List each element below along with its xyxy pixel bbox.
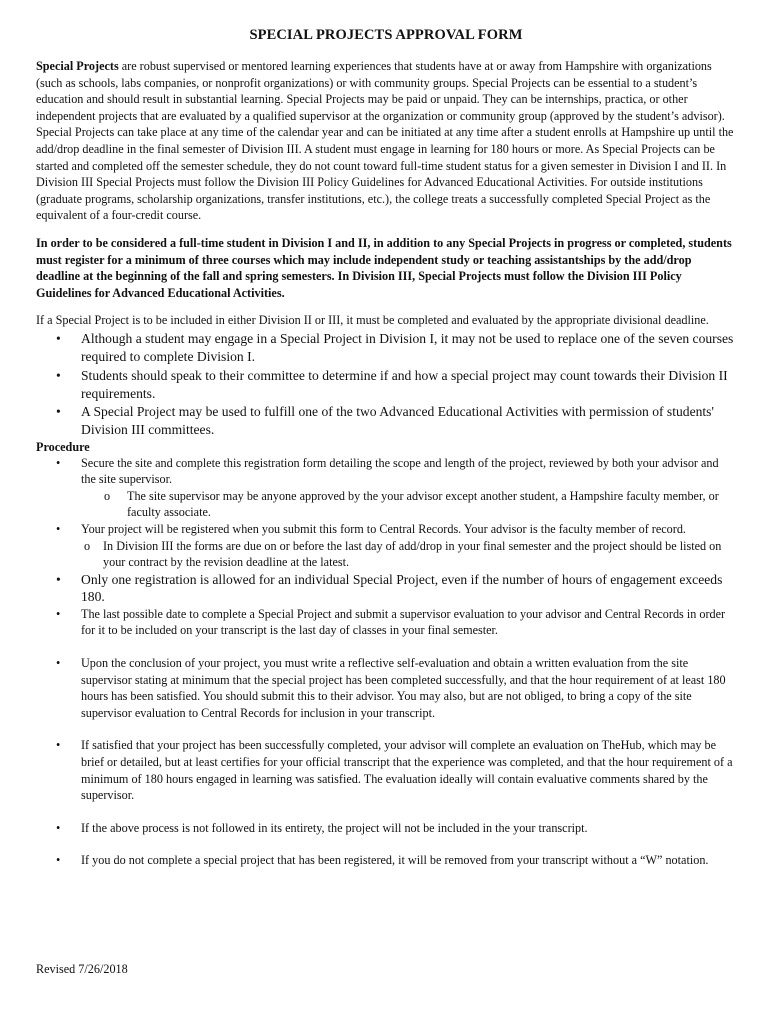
procedure-item-text: If you do not complete a special project that has been registered, it will be removed from your transcript without a “W” notation. — [81, 853, 709, 868]
bullet-icon: • — [56, 455, 61, 470]
procedure-sub-item — [82, 538, 736, 571]
sub-bullet-icon: o — [104, 488, 111, 503]
procedure-item — [36, 455, 736, 488]
bullet-icon: • — [56, 404, 61, 420]
sub-bullet-icon: o — [84, 538, 91, 553]
procedure-item-text: Secure the site and complete this registration form detailing the scope and length of the project, reviewed by both your advisor and the site supervisor. — [81, 455, 719, 487]
procedure-item — [36, 606, 736, 639]
procedure-item-text: Your project will be registered when you submit this form to Central Records. Your advisor is the faculty member of record. — [81, 522, 686, 537]
division-bullet-text: Although a student may engage in a Special Project in Division I, it may not be used to replace one of the seven courses required to complete Division I. — [81, 330, 734, 365]
procedure-item-text: Upon the conclusion of your project, you must write a reflective self-evaluation and obtain a written evaluation from the site supervisor stating at minimum that the special project has been completed successfully, and that the hour requirement of at least 180 hours has been satisfied. You should submit this to their advisor. You may also, but are not obliged, to bring a copy of the site supervisor evaluation to Central Records for inclusion in your transcript. — [81, 656, 726, 720]
procedure-item-text: If the above process is not followed in its entirety, the project will not be included in the your transcript. — [81, 820, 588, 835]
procedure-item — [36, 852, 736, 869]
bullet-icon: • — [56, 522, 61, 537]
procedure-item-text: If satisfied that your project has been successfully completed, your advisor will complete an evaluation on TheHub, which may be brief or detailed, but at least certifies for your official transcript that the experience was completed, and that the hour requirement of a minimum of 180 hours engaged in learning was satisfied. The evaluation ideally will contain evaluative comments shared by the supervisor. — [81, 738, 733, 803]
division-bullet-item — [36, 403, 736, 440]
procedure-item — [36, 571, 736, 606]
procedure-sub-item-text: In Division III the forms are due on or before the last day of add/drop in your final semester and the project should be listed on your contract by the revision deadline at the latest. — [103, 538, 722, 570]
fulltime-requirement-paragraph: In order to be considered a full-time student in Division I and II, in addition to any Special Projects in progress or completed, students must register for a minimum of three courses which may include independent study or teaching assistantships by the add/drop deadline at the beginning of the fall and spring semesters. In Division III, Special Projects must follow the Division III Policy Guidelines for Advanced Educational Activities. — [36, 235, 732, 300]
document-page — [36, 27, 736, 869]
division-bullet-list — [36, 330, 736, 440]
bullet-icon: • — [56, 330, 61, 346]
procedure-item — [36, 737, 736, 803]
procedure-item — [36, 820, 736, 837]
intro-lead: Special Projects — [36, 59, 119, 73]
bullet-icon: • — [56, 606, 61, 621]
division-bullet-text: A Special Project may be used to fulfill one of the two Advanced Educational Activities with permission of students' Division III committees. — [81, 404, 714, 438]
bullet-icon: • — [56, 571, 61, 587]
division-bullet-text: Students should speak to their committee to determine if and how a special project may count towards their Division II requirements. — [81, 367, 728, 401]
division-note: If a Special Project is to be included in either Division II or III, it must be completed and evaluated by the appropriate divisional deadline. — [36, 313, 709, 328]
page-title: SPECIAL PROJECTS APPROVAL FORM — [249, 27, 523, 43]
procedure-item-text: Only one registration is allowed for an individual Special Project, even if the number of hours of engagement exceeds 180. — [81, 571, 723, 605]
bullet-icon: • — [56, 738, 61, 753]
bullet-icon: • — [56, 367, 61, 383]
division-bullet-item — [36, 330, 736, 367]
procedure-sub-item — [82, 488, 736, 521]
procedure-item — [36, 521, 736, 538]
procedure-heading: Procedure — [36, 439, 90, 454]
procedure-list — [36, 455, 736, 869]
division-bullet-item — [36, 367, 736, 404]
revision-footer: Revised 7/26/2018 — [36, 962, 128, 976]
procedure-item — [36, 655, 736, 721]
bullet-icon: • — [56, 656, 61, 671]
bullet-icon: • — [56, 820, 61, 835]
intro-paragraph — [36, 58, 736, 224]
procedure-sub-item-text: The site supervisor may be anyone approved by the your advisor except another student, a Hampshire faculty member, or faculty associate. — [127, 488, 719, 520]
bullet-icon: • — [56, 853, 61, 868]
procedure-item-text: The last possible date to complete a Special Project and submit a supervisor evaluation to your advisor and Central Records in order for it to be included on your transcript is the last day of classes in your final semester. — [81, 606, 726, 638]
intro-text: are robust supervised or mentored learning experiences that students have at or away from Hampshire with organizations (such as schools, labs companies, or nonprofit organizations) or with community groups. Special Projects can be essential to a student’s education and should result in substantial learning. Special Projects may be paid or unpaid. They can be internships, practica, or other independent projects that are evaluated by a qualified supervisor at the organization or community group (approved by the student’s advisor). Special Projects can take place at any time of the calendar year and can be initiated at any time after a student enrolls at Hampshire up until the add/drop deadline in the final semester of Division III. A student must engage in learning for 180 hours or more. As Special Projects can be started and completed off the semester schedule, they do not count toward full-time student status for a given semester in Division I and II. In Division III Special Projects must follow the Division III Policy Guidelines for Advanced Educational Activities. For outside institutions (graduate programs, scholarship organizations, transfer institutions, etc.), the college treats a successfully completed Special Project as the equivalent of a four-credit course. — [36, 59, 734, 223]
